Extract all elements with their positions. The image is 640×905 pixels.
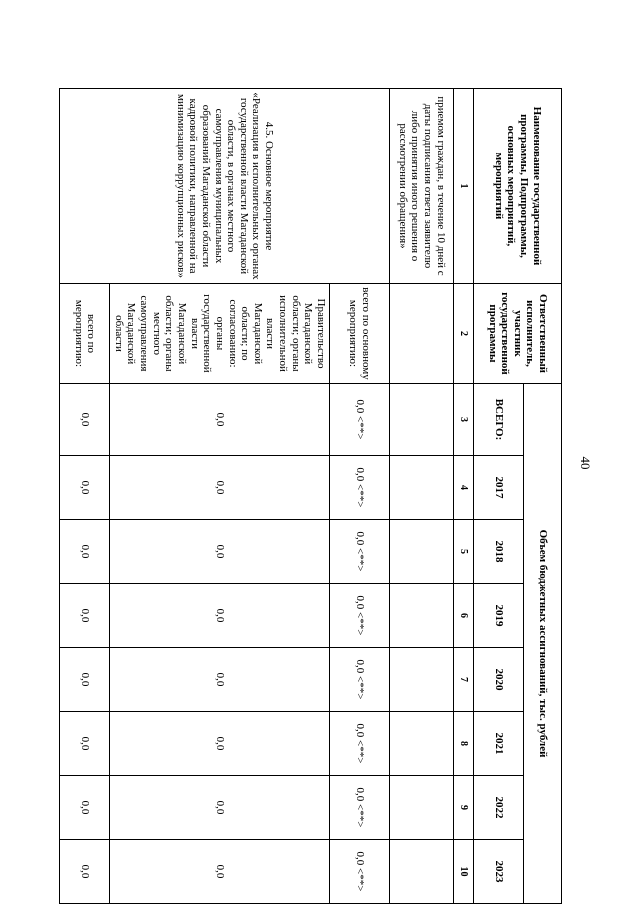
column-number: 2 [454, 284, 474, 384]
row-label-executors: Правительство Магаданской области; органы исполнительной власти Магаданской области; по согласованию: органы государственной власти Магаданской области; органы местного самоуправления Магаданской области [110, 284, 330, 384]
column-number: 6 [454, 584, 474, 648]
header-total: ВСЕГО: [474, 384, 524, 456]
rotated-table-container [72, 88, 562, 903]
empty-cell [390, 584, 454, 648]
header-year: 2022 [474, 776, 524, 840]
header-year: 2018 [474, 520, 524, 584]
column-number: 7 [454, 648, 474, 712]
value-cell: 0,0 [60, 384, 110, 456]
value-cell: 0,0 <**> [330, 648, 390, 712]
value-cell: 0,0 [60, 776, 110, 840]
header-budget: Объем бюджетных ассигнований, тыс. рублей [524, 384, 562, 904]
column-number: 8 [454, 712, 474, 776]
empty-cell [390, 384, 454, 456]
value-cell: 0,0 [60, 648, 110, 712]
header-year: 2021 [474, 712, 524, 776]
continued-activity-text: приемом граждан, в течение 10 дней с даты подписания ответа заявителю либо принятия иного решения о рассмотрении обращения» [390, 89, 454, 284]
value-cell: 0,0 <**> [330, 776, 390, 840]
header-executor: Ответственный исполнитель, участник государственной программы [474, 284, 562, 384]
value-cell: 0,0 <**> [330, 840, 390, 904]
value-cell: 0,0 <**> [330, 456, 390, 520]
main-activity-name: 4.5. Основное мероприятие «Реализация в исполнительных органах государственной власти Магаданской области, в органах местного самоуправления муниципальных образований Магаданской области кадровой политики, направленной на минимизацию коррупционных рисков» [60, 89, 390, 284]
header-program-name: Наименование государственной программы, Подпрограммы, основных мероприятий, мероприятий [474, 89, 562, 284]
value-cell: 0,0 [60, 520, 110, 584]
empty-cell [390, 456, 454, 520]
empty-cell [390, 776, 454, 840]
empty-cell [390, 284, 454, 384]
value-cell: 0,0 [60, 712, 110, 776]
value-cell: 0,0 [110, 648, 330, 712]
value-cell: 0,0 <**> [330, 520, 390, 584]
value-cell: 0,0 [110, 456, 330, 520]
column-number: 10 [454, 840, 474, 904]
row-label-total-activity: всего по мероприятию: [60, 284, 110, 384]
row-label-total-main: всего по основному мероприятию: [330, 284, 390, 384]
header-year: 2019 [474, 584, 524, 648]
value-cell: 0,0 <**> [330, 384, 390, 456]
column-number: 3 [454, 384, 474, 456]
empty-cell [390, 648, 454, 712]
column-number: 4 [454, 456, 474, 520]
page-number: 40 [578, 456, 593, 470]
empty-cell [390, 840, 454, 904]
value-cell: 0,0 [110, 584, 330, 648]
value-cell: 0,0 [60, 840, 110, 904]
empty-cell [390, 712, 454, 776]
column-number: 1 [454, 89, 474, 284]
value-cell: 0,0 [110, 840, 330, 904]
column-number: 9 [454, 776, 474, 840]
value-cell: 0,0 [110, 776, 330, 840]
value-cell: 0,0 [110, 520, 330, 584]
value-cell: 0,0 <**> [330, 712, 390, 776]
value-cell: 0,0 [110, 384, 330, 456]
header-year: 2017 [474, 456, 524, 520]
empty-cell [390, 520, 454, 584]
header-year: 2020 [474, 648, 524, 712]
header-year: 2023 [474, 840, 524, 904]
column-number: 5 [454, 520, 474, 584]
value-cell: 0,0 [110, 712, 330, 776]
value-cell: 0,0 [60, 456, 110, 520]
value-cell: 0,0 <**> [330, 584, 390, 648]
budget-table [59, 88, 562, 904]
value-cell: 0,0 [60, 584, 110, 648]
